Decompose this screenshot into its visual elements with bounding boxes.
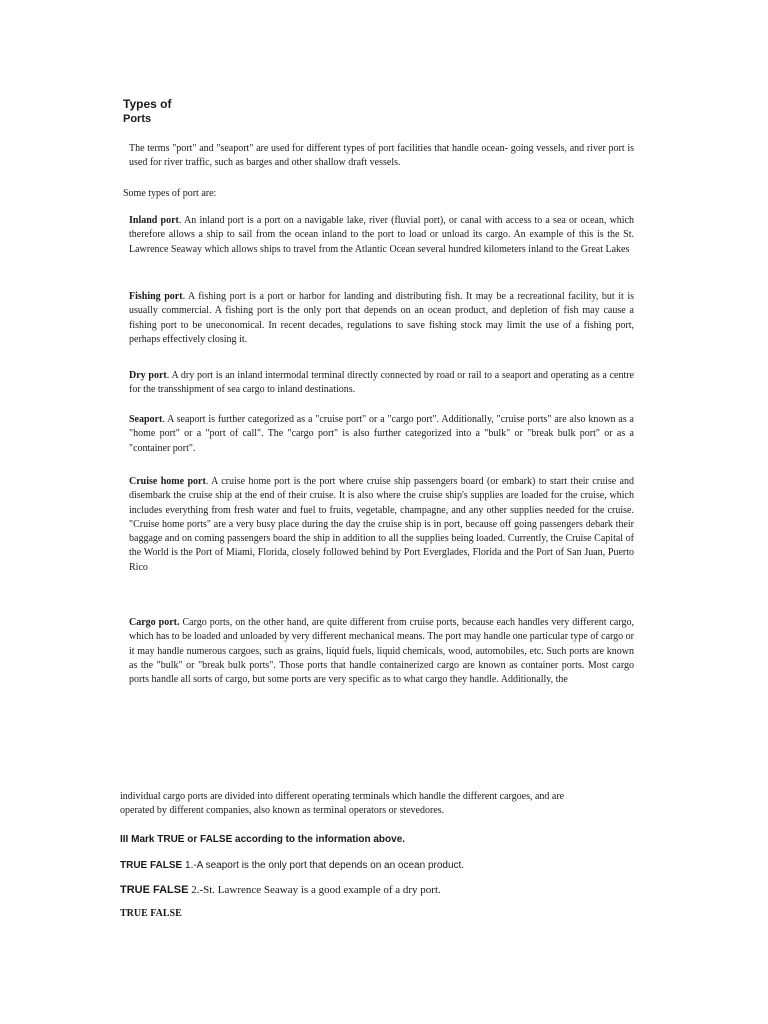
section-term: Fishing port	[129, 291, 183, 302]
true-false-label: TRUE FALSE	[120, 884, 189, 896]
section-text: . A fishing port is a port or harbor for landing and distributing fish. It may be a recreational facility, but it is usually commercial. A fishing port is the only port that depends on an ocean product, and depletion of fish may cause a fishing port to be uneconomical. In recent decades, regulations to save fishing stock may limit the use of a fishing port, perhaps effectively closing it.	[129, 291, 634, 345]
intro-paragraph: The terms "port" and "seaport" are used for different types of port facilities that handle ocean- going vessels, and river port is used for river traffic, such as barges and other shallow draft vessels.	[129, 143, 634, 169]
exercise-heading: III Mark TRUE or FALSE according to the information above.	[120, 834, 406, 845]
section-text: . A seaport is further categorized as a "cruise port" or a "cargo port". Additionally, "cruise ports" are also known as a "home port" or a "port of call". The "cargo port" is also further categorized into a "bulk" or "break bulk port" or as a "container port".	[129, 414, 634, 454]
exercise-item-3	[120, 908, 182, 919]
section-fishing-port	[123, 290, 634, 347]
exercise-item-1	[120, 860, 464, 871]
some-types-line: Some types of port are:	[123, 188, 217, 199]
exercise-question: 1.-A seaport is the only port that depends on an ocean product.	[182, 860, 465, 871]
exercise-question: 2.-St. Lawrence Seaway is a good example of a dry port.	[188, 884, 441, 896]
true-false-label: TRUE FALSE	[120, 908, 182, 919]
section-text: . A dry port is an inland intermodal terminal directly connected by road or rail to a seaport and operating as a centre for the transshipment of sea cargo to inland destinations.	[129, 370, 634, 396]
true-false-label: TRUE FALSE	[120, 860, 183, 871]
section-seaport	[123, 413, 634, 456]
section-term: Cruise home port	[129, 476, 206, 487]
section-text: Cargo ports, on the other hand, are quite different from cruise ports, because each handles very different cargo, which has to be loaded and unloaded by very different mechanical means. The port may handle one particular type of cargo or it may handle numerous cargoes, such as grains, liquid fuels, liquid chemicals, wood, automobiles, etc. Such ports are known as the "bulk" or "break bulk ports". Those ports that handle containerized cargo are known as container ports. Most cargo ports handle all sorts of cargo, but some ports are very specific as to what cargo they handle. Additionally, the	[129, 617, 634, 686]
section-term: Seaport	[129, 414, 163, 425]
section-cargo-port	[123, 616, 634, 687]
section-term: Cargo port.	[129, 617, 180, 628]
section-text: . An inland port is a port on a navigable lake, river (fluvial port), or canal with access to a sea or ocean, which therefore allows a ship to sail from the ocean inland to the port to load or unload its cargo. An example of this is the St. Lawrence Seaway which allows ships to travel from the Atlantic Ocean several hundred kilometers inland to the Great Lakes	[129, 215, 635, 255]
title-line-1: Types of	[123, 97, 172, 111]
section-dry-port	[123, 369, 634, 398]
title-line-2: Ports	[123, 113, 152, 125]
section-term: Dry port	[129, 370, 167, 381]
section-cruise-home-port	[123, 475, 634, 575]
section-text: . A cruise home port is the port where cruise ship passengers board (or embark) to start their cruise and disembark the cruise ship at the end of their cruise. It is also where the cruise ship's supplies are loaded for the cruise, which includes everything from fresh water and fuel to fruits, vegetable, champagne, and any other supplies needed for the cruise. "Cruise home ports" are a very busy place during the day the cruise ship is in port, because off going passengers debark their baggage and on coming passengers board the ship in addition to all the supplies being loaded. Currently, the Cruise Capital of the World is the Port of Miami, Florida, closely followed behind by Port Everglades, Florida and the Port of San Juan, Puerto Rico	[129, 476, 634, 573]
section-inland-port	[123, 214, 634, 257]
continuation-paragraph: individual cargo ports are divided into different operating terminals which handle the different cargoes, and are operated by different companies, also known as terminal operators or stevedores.	[120, 791, 565, 817]
section-term: Inland port	[129, 215, 179, 226]
exercise-item-2	[120, 884, 441, 896]
